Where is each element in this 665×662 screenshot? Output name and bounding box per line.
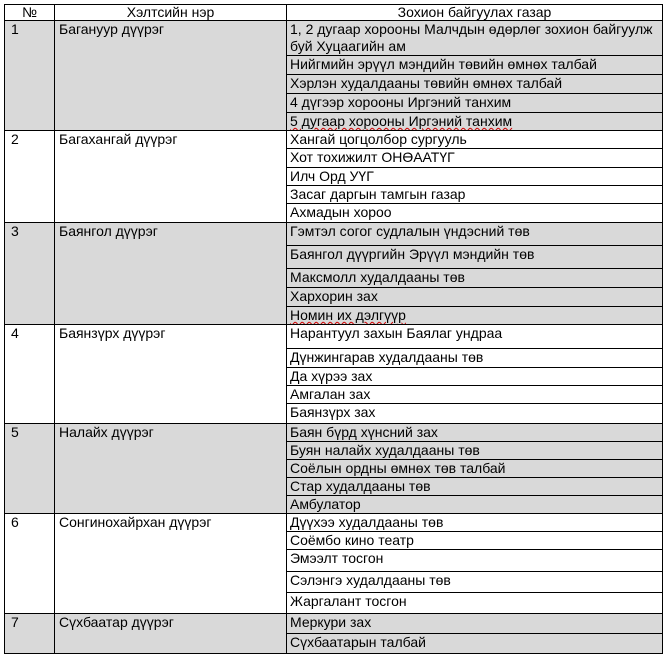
district-group <box>5 325 663 424</box>
location-cell <box>287 478 663 496</box>
location-text: Баянгол дүүргийн Эрүүл мэндийн төв <box>290 246 535 262</box>
location-text: Соёлын ордны өмнөх төв талбай <box>290 460 506 476</box>
location-cell <box>287 572 663 593</box>
location-text: 5 дугаар хорооны Иргэний танхим <box>290 113 513 129</box>
location-text: Илч Орд УҮГ <box>290 168 374 184</box>
location-cell <box>287 442 663 460</box>
location-cell <box>287 269 663 288</box>
location-text: Дүүхээ худалдааны төв <box>290 514 444 530</box>
location-cell <box>287 368 663 386</box>
district-group <box>5 424 663 514</box>
location-text: Максмолл худалдааны төв <box>290 269 465 285</box>
table-row <box>5 21 663 56</box>
location-cell <box>287 223 663 246</box>
location-text: Сэлэнгэ худалдааны төв <box>290 572 451 588</box>
location-text: Сүхбаатарын талбай <box>290 634 426 650</box>
location-cell <box>287 168 663 186</box>
location-cell <box>287 593 663 614</box>
location-cell <box>287 349 663 368</box>
header-number: № <box>5 5 55 21</box>
location-text: Баян бүрд хүнсний зах <box>290 424 438 440</box>
district-group <box>5 614 663 654</box>
location-cell <box>287 288 663 307</box>
department-name: Багануур дүүрэг <box>55 21 287 131</box>
department-name: Сонгинохайрхан дүүрэг <box>55 514 287 614</box>
location-cell <box>287 424 663 442</box>
locations-table <box>4 4 663 654</box>
header-location: Зохион байгуулах газар <box>287 5 663 21</box>
location-text: Буян налайх худалдааны төв <box>290 442 480 458</box>
location-text: Хархорин зах <box>290 288 378 304</box>
location-text: Засаг даргын тамгын газар <box>290 186 466 202</box>
location-text: Нийгмийн эрүүл мэндийн төвийн өмнөх талбай <box>290 56 597 72</box>
district-group <box>5 223 663 325</box>
location-cell <box>287 514 663 532</box>
location-text: Дүнжингарав худалдааны төв <box>290 349 484 365</box>
location-text: Амгалан зах <box>290 386 371 402</box>
row-number: 2 <box>5 131 55 223</box>
location-text: Нарантуул захын Баялаг ундраа <box>290 325 503 341</box>
location-cell <box>287 75 663 94</box>
row-number: 7 <box>5 614 55 654</box>
row-number: 6 <box>5 514 55 614</box>
location-cell <box>287 496 663 514</box>
row-number: 1 <box>5 21 55 131</box>
department-name: Баянзүрх дүүрэг <box>55 325 287 424</box>
location-text: Номин их дэлгүүр <box>290 307 406 323</box>
location-cell <box>287 386 663 404</box>
location-cell <box>287 532 663 550</box>
location-cell <box>287 131 663 149</box>
table-row <box>5 614 663 634</box>
location-cell <box>287 21 663 56</box>
location-cell <box>287 614 663 634</box>
location-cell <box>287 246 663 269</box>
location-cell <box>287 634 663 654</box>
location-cell <box>287 149 663 168</box>
table-row <box>5 223 663 246</box>
location-cell <box>287 113 663 131</box>
location-text: Амбулатор <box>290 496 361 512</box>
district-group <box>5 514 663 614</box>
location-cell <box>287 325 663 349</box>
location-text: Хэрлэн худалдааны төвийн өмнөх талбай <box>290 75 563 91</box>
location-text: Да хүрээ зах <box>290 368 373 384</box>
location-text: Эмээлт тосгон <box>290 550 384 566</box>
location-cell <box>287 550 663 572</box>
row-number: 3 <box>5 223 55 325</box>
department-name: Багахангай дүүрэг <box>55 131 287 223</box>
location-text: 4 дүгээр хорооны Иргэний танхим <box>290 94 512 110</box>
location-cell <box>287 94 663 113</box>
location-cell <box>287 404 663 424</box>
department-name: Налайх дүүрэг <box>55 424 287 514</box>
location-cell <box>287 186 663 204</box>
table-row <box>5 131 663 149</box>
location-text: Стар худалдааны төв <box>290 478 431 494</box>
location-text: Хангай цогцолбор сургууль <box>290 131 467 147</box>
department-name: Сүхбаатар дүүрэг <box>55 614 287 654</box>
location-text: Меркури зах <box>290 614 372 630</box>
location-text: 1, 2 дугаар хорооны Малчдын өдөрлөг зохион байгуулж буй Хуцаагийн ам <box>290 21 653 54</box>
department-name: Баянгол дүүрэг <box>55 223 287 325</box>
header-row <box>5 5 663 21</box>
table-row <box>5 514 663 532</box>
location-text: Ахмадын хороо <box>290 204 392 220</box>
district-group <box>5 131 663 223</box>
district-group <box>5 21 663 131</box>
location-text: Баянзүрх зах <box>290 404 376 420</box>
location-text: Жаргалант тосгон <box>290 593 407 609</box>
row-number: 5 <box>5 424 55 514</box>
table-row <box>5 424 663 442</box>
header-department: Хэлтсийн нэр <box>55 5 287 21</box>
table-row <box>5 325 663 349</box>
location-text: Хот тохижилт ОНӨААТҮГ <box>290 149 455 165</box>
location-text: Гэмтэл согог судлалын үндэсний төв <box>290 223 530 239</box>
location-cell <box>287 56 663 75</box>
row-number: 4 <box>5 325 55 424</box>
location-text: Соёмбо кино театр <box>290 532 414 548</box>
location-cell <box>287 204 663 223</box>
location-cell <box>287 307 663 325</box>
location-cell <box>287 460 663 478</box>
